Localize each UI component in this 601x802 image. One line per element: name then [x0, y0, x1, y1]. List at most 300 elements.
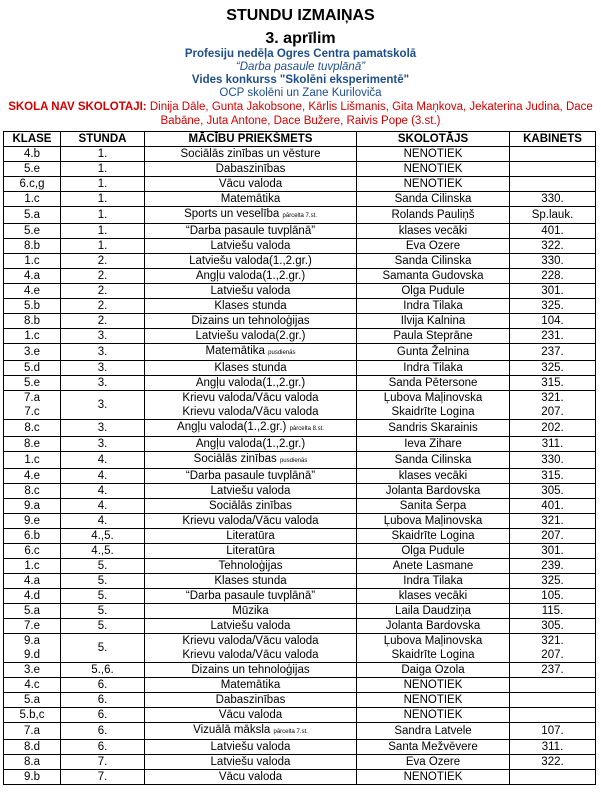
cell-skolotajs-text: Sandra Latvele	[394, 725, 472, 737]
cell-prieksmets-text: Dizains un tehnoloģijas	[191, 315, 310, 327]
cell-stunda: 2.	[61, 314, 145, 329]
cell-stunda: 5.	[61, 589, 145, 604]
cell-skolotajs-text: Sanda Cilinska	[394, 193, 472, 205]
cell-klase-text: 9.a	[24, 500, 40, 512]
cell-stunda: 1.	[61, 192, 145, 207]
cell-kabinets-text: 315.	[541, 377, 564, 389]
cell-prieksmets	[145, 299, 357, 314]
cell-stunda: 2.	[61, 269, 145, 284]
cell-klase-text: 9.a	[24, 635, 40, 647]
cell-skolotajs-text: Skaidrīte Logina	[391, 530, 475, 542]
cell-skolotajs-text: Sanda Cilinska	[394, 255, 472, 267]
cell-klase	[4, 604, 61, 619]
table-row	[4, 755, 596, 770]
cell-stunda: 5.	[61, 604, 145, 619]
cell-prieksmets-text: Latviešu valoda	[210, 285, 291, 297]
cell-kabinets	[510, 437, 596, 452]
cell-prieksmets	[145, 634, 357, 663]
table-row	[4, 529, 596, 544]
contest-line: Vides konkurss "Skolēni eksperimentē"	[191, 74, 410, 86]
cell-kabinets-text: 325.	[541, 362, 564, 374]
cell-klase-text: 4.c	[24, 679, 40, 691]
cell-skolotajs-text: Sanda Cilinska	[394, 454, 472, 466]
cell-kabinets-text: 105.	[541, 590, 564, 602]
cell-klase-text: 8.b	[24, 315, 40, 327]
cell-skolotajs-text: Indra Tilaka	[403, 362, 463, 374]
cell-prieksmets-text: “Darba pasaule tuvplānā”	[185, 470, 316, 482]
cell-skolotajs-text: Ļubova Maļinovska	[383, 392, 483, 404]
cell-skolotajs-text: Eva Ozere	[405, 240, 461, 252]
cell-stunda: 3.	[61, 420, 145, 437]
cell-skolotajs-text: klases vecāki	[398, 225, 468, 237]
cell-skolotajs-text: NENOTIEK	[403, 694, 463, 706]
cell-prieksmets	[145, 391, 357, 420]
cell-klase-text: 7.c	[24, 406, 40, 418]
cell-prieksmets-text: Dabaszinības	[215, 163, 286, 175]
cell-klase	[4, 344, 61, 361]
cell-klase-text: 5.a	[24, 605, 40, 617]
cell-skolotajs	[357, 437, 510, 452]
cell-skolotajs-text: NENOTIEK	[403, 178, 463, 190]
cell-klase-text: 5.e	[24, 163, 40, 175]
col-header-prieksmets: MĀCĪBU PRIEKŠMETS	[145, 132, 357, 147]
cell-skolotajs	[357, 147, 510, 162]
cell-skolotajs	[357, 634, 510, 663]
cell-stunda: 1.	[61, 147, 145, 162]
cell-prieksmets-text: Latviešu valoda	[210, 620, 291, 632]
cell-kabinets	[510, 224, 596, 239]
cell-prieksmets-text: Sports un veselība	[184, 208, 280, 220]
cell-kabinets-text: 305.	[541, 485, 564, 497]
cell-skolotajs	[357, 162, 510, 177]
cell-prieksmets	[145, 254, 357, 269]
row-note: pārcelta 7.st.	[273, 729, 308, 735]
cell-klase-text: 5.b,c	[19, 709, 45, 721]
cell-skolotajs	[357, 770, 510, 785]
cell-prieksmets-text: Latviešu valoda	[210, 485, 291, 497]
cell-prieksmets-text: Latviešu valoda(1.,2.gr.)	[189, 255, 312, 267]
cell-skolotajs	[357, 361, 510, 376]
cell-skolotajs	[357, 376, 510, 391]
cell-klase-text: 9.d	[24, 649, 40, 661]
cell-kabinets	[510, 559, 596, 574]
table-row	[4, 740, 596, 755]
cell-prieksmets-text: Angļu valoda(1.,2.gr.)	[195, 438, 306, 450]
cell-kabinets	[510, 284, 596, 299]
cell-kabinets	[510, 529, 596, 544]
cell-kabinets	[510, 344, 596, 361]
cell-kabinets	[510, 604, 596, 619]
cell-stunda: 6.	[61, 693, 145, 708]
cell-prieksmets-text: Latviešu valoda	[210, 741, 291, 753]
table-body	[4, 147, 596, 785]
cell-kabinets	[510, 391, 596, 420]
cell-skolotajs	[357, 589, 510, 604]
cell-skolotajs	[357, 269, 510, 284]
cell-klase	[4, 420, 61, 437]
cell-klase-text: 6.c,g	[19, 178, 45, 190]
cell-skolotajs	[357, 663, 510, 678]
cell-skolotajs-text: Indra Tilaka	[403, 300, 463, 312]
cell-stunda: 1.	[61, 207, 145, 224]
cell-klase-text: 5.e	[24, 377, 40, 389]
cell-kabinets	[510, 589, 596, 604]
cell-prieksmets	[145, 344, 357, 361]
cell-klase	[4, 452, 61, 469]
cell-klase-text: 8.d	[24, 741, 40, 753]
table-row	[4, 634, 596, 663]
cell-klase-text: 5.e	[24, 225, 40, 237]
cell-klase-text: 9.b	[24, 771, 40, 783]
table-row	[4, 239, 596, 254]
cell-klase-text: 8.e	[24, 438, 40, 450]
table-row	[4, 484, 596, 499]
cell-skolotajs	[357, 224, 510, 239]
cell-klase-text: 6.c	[24, 545, 40, 557]
cell-skolotajs-text: Skaidrīte Logina	[391, 649, 475, 661]
cell-skolotajs	[357, 544, 510, 559]
cell-prieksmets	[145, 284, 357, 299]
cell-kabinets-text: 321.	[541, 635, 564, 647]
cell-kabinets-text: 325.	[541, 300, 564, 312]
cell-skolotajs-text: Indra Tilaka	[403, 575, 463, 587]
cell-klase-text: 1.c	[24, 560, 40, 572]
table-row	[4, 329, 596, 344]
cell-klase	[4, 484, 61, 499]
career-week-line: Profesiju nedēļa Ogres Centra pamatskolā	[184, 48, 417, 60]
cell-prieksmets	[145, 619, 357, 634]
cell-kabinets	[510, 574, 596, 589]
cell-klase-text: 1.c	[24, 193, 40, 205]
cell-skolotajs	[357, 299, 510, 314]
table-row	[4, 177, 596, 192]
table-row	[4, 678, 596, 693]
cell-skolotajs-text: Ļubova Maļinovska	[383, 635, 483, 647]
table-row	[4, 192, 596, 207]
cell-klase-text: 4.b	[24, 148, 40, 160]
cell-prieksmets-text: Krievu valoda/Vācu valoda	[182, 515, 319, 527]
cell-prieksmets-text: Matemātika	[205, 345, 265, 357]
cell-prieksmets	[145, 314, 357, 329]
cell-prieksmets-text: Mūzika	[232, 605, 269, 617]
cell-kabinets	[510, 723, 596, 740]
cell-skolotajs-text: Samanta Gudovska	[382, 270, 484, 282]
cell-klase-text: 3.e	[24, 664, 40, 676]
cell-prieksmets	[145, 177, 357, 192]
cell-prieksmets	[145, 147, 357, 162]
cell-skolotajs-text: klases vecāki	[398, 470, 468, 482]
cell-klase-text: 3.e	[24, 346, 40, 358]
cell-skolotajs-text: Skaidrīte Logina	[391, 406, 475, 418]
table-row	[4, 314, 596, 329]
cell-skolotajs-text: NENOTIEK	[403, 709, 463, 721]
cell-stunda: 6.	[61, 708, 145, 723]
cell-prieksmets-text: Sociālās zinības	[208, 500, 293, 512]
cell-prieksmets-text: Krievu valoda/Vācu valoda	[182, 649, 319, 661]
cell-kabinets	[510, 663, 596, 678]
cell-klase-text: 5.a	[24, 209, 40, 221]
table-header-row	[4, 132, 596, 147]
cell-klase	[4, 574, 61, 589]
cell-klase-text: 8.b	[24, 240, 40, 252]
cell-skolotajs	[357, 391, 510, 420]
cell-stunda: 5.	[61, 574, 145, 589]
cell-skolotajs-text: NENOTIEK	[403, 679, 463, 691]
table-row	[4, 514, 596, 529]
cell-prieksmets	[145, 574, 357, 589]
cell-prieksmets-text: Tehnoloģijas	[218, 560, 283, 572]
cell-kabinets	[510, 254, 596, 269]
cell-stunda: 7.	[61, 755, 145, 770]
cell-kabinets	[510, 634, 596, 663]
row-note: pusdienās	[268, 350, 296, 356]
table-row	[4, 147, 596, 162]
cell-stunda: 1.	[61, 224, 145, 239]
cell-kabinets-text: 325.	[541, 575, 564, 587]
col-header-kabinets: KABINETS	[510, 132, 596, 147]
cell-stunda: 1.	[61, 239, 145, 254]
cell-klase	[4, 693, 61, 708]
cell-skolotajs-text: Ilvija Kalnina	[400, 315, 466, 327]
cell-prieksmets-text: Latviešu valoda(2.gr.)	[195, 330, 306, 342]
cell-kabinets-text: 202.	[541, 422, 564, 434]
contest-participants: OCP skolēni un Zane Kuriloviča	[219, 87, 382, 99]
absent-teachers-list: Dinija Dāle, Gunta Jakobsone, Kārlis Lišmanis, Gita Maņkova, Jekaterina Judina, Dace Babāne, Juta Antone, Dace Bužere, Raivis Pope (3.st.)	[149, 101, 593, 127]
cell-klase	[4, 162, 61, 177]
cell-skolotajs	[357, 574, 510, 589]
cell-klase	[4, 284, 61, 299]
cell-prieksmets	[145, 663, 357, 678]
table-row	[4, 574, 596, 589]
table-row	[4, 437, 596, 452]
cell-skolotajs	[357, 755, 510, 770]
cell-kabinets-text: 228.	[541, 270, 564, 282]
cell-skolotajs	[357, 740, 510, 755]
cell-skolotajs-text: Daiga Ozola	[401, 664, 465, 676]
cell-kabinets-text: Sp.lauk.	[531, 209, 574, 221]
cell-prieksmets	[145, 452, 357, 469]
cell-kabinets-text: 322.	[541, 240, 564, 252]
cell-prieksmets-text: Vācu valoda	[218, 771, 283, 783]
cell-stunda: 4.	[61, 499, 145, 514]
cell-stunda: 6.	[61, 723, 145, 740]
cell-stunda: 2.	[61, 254, 145, 269]
row-note: pusdienās	[279, 458, 308, 464]
cell-stunda: 4.,5.	[61, 529, 145, 544]
cell-skolotajs-text: NENOTIEK	[403, 771, 463, 783]
cell-kabinets-text: 301.	[541, 285, 564, 297]
cell-stunda: 6.	[61, 678, 145, 693]
cell-kabinets	[510, 484, 596, 499]
cell-prieksmets-text: Dabaszinības	[215, 694, 286, 706]
cell-stunda: 3.	[61, 391, 145, 420]
cell-skolotajs	[357, 314, 510, 329]
cell-skolotajs	[357, 344, 510, 361]
cell-klase	[4, 207, 61, 224]
cell-kabinets	[510, 499, 596, 514]
cell-kabinets	[510, 314, 596, 329]
row-note: pārcelta 8.st.	[289, 426, 324, 432]
cell-stunda: 3.	[61, 361, 145, 376]
cell-prieksmets	[145, 499, 357, 514]
cell-klase	[4, 391, 61, 420]
col-header-klase: KLASE	[4, 132, 61, 147]
table-row	[4, 693, 596, 708]
cell-kabinets-text: 107.	[541, 725, 564, 737]
cell-prieksmets-text: Krievu valoda/Vācu valoda	[182, 392, 319, 404]
cell-kabinets	[510, 361, 596, 376]
table-row	[4, 224, 596, 239]
cell-kabinets-text: 315.	[541, 470, 564, 482]
cell-stunda: 4.	[61, 452, 145, 469]
cell-prieksmets-text: Matemātika	[220, 679, 281, 691]
cell-skolotajs-text: klases vecāki	[398, 590, 468, 602]
table-row	[4, 499, 596, 514]
cell-prieksmets	[145, 376, 357, 391]
cell-klase	[4, 529, 61, 544]
cell-kabinets	[510, 452, 596, 469]
cell-prieksmets-text: Krievu valoda/Vācu valoda	[182, 635, 319, 647]
schedule-table	[3, 131, 596, 785]
cell-prieksmets	[145, 162, 357, 177]
table-row	[4, 589, 596, 604]
cell-klase-text: 8.a	[24, 756, 40, 768]
cell-kabinets	[510, 192, 596, 207]
document-header	[0, 0, 601, 128]
cell-skolotajs-text: Anete Lasmane	[392, 560, 474, 572]
cell-prieksmets	[145, 329, 357, 344]
cell-prieksmets	[145, 708, 357, 723]
cell-prieksmets-text: Vizuālā māksla	[193, 724, 271, 736]
table-row	[4, 391, 596, 420]
cell-klase	[4, 254, 61, 269]
cell-klase	[4, 177, 61, 192]
table-row	[4, 162, 596, 177]
table-row	[4, 469, 596, 484]
cell-skolotajs	[357, 420, 510, 437]
cell-kabinets	[510, 469, 596, 484]
cell-prieksmets-text: “Darba pasaule tuvplānā”	[185, 590, 316, 602]
cell-skolotajs-text: Ļubova Maļinovska	[383, 515, 483, 527]
cell-klase	[4, 147, 61, 162]
cell-kabinets	[510, 770, 596, 785]
cell-prieksmets-text: Sociālās zinības	[193, 453, 277, 465]
cell-skolotajs-text: Sanita Šerpa	[399, 500, 467, 512]
cell-stunda: 6.	[61, 740, 145, 755]
cell-kabinets	[510, 162, 596, 177]
cell-prieksmets	[145, 420, 357, 437]
cell-prieksmets	[145, 559, 357, 574]
cell-stunda: 7.	[61, 770, 145, 785]
cell-klase	[4, 224, 61, 239]
table-row	[4, 559, 596, 574]
cell-klase-text: 4.e	[24, 285, 40, 297]
cell-kabinets-text: 321.	[541, 392, 564, 404]
cell-prieksmets	[145, 693, 357, 708]
table-row	[4, 361, 596, 376]
cell-skolotajs	[357, 239, 510, 254]
cell-skolotajs	[357, 177, 510, 192]
cell-skolotajs	[357, 514, 510, 529]
cell-klase	[4, 376, 61, 391]
cell-stunda: 4.,5.	[61, 544, 145, 559]
table-row	[4, 299, 596, 314]
cell-prieksmets	[145, 678, 357, 693]
col-header-skolotajs: SKOLOTĀJS	[357, 132, 510, 147]
cell-stunda: 4.	[61, 469, 145, 484]
cell-kabinets	[510, 755, 596, 770]
cell-prieksmets	[145, 589, 357, 604]
cell-prieksmets	[145, 437, 357, 452]
cell-stunda: 4.	[61, 514, 145, 529]
cell-kabinets-text: 207.	[541, 649, 564, 661]
cell-klase-text: 5.d	[24, 362, 40, 374]
cell-klase-text: 4.a	[24, 270, 40, 282]
cell-klase	[4, 269, 61, 284]
cell-kabinets-text: 322.	[541, 756, 564, 768]
table-row	[4, 254, 596, 269]
table-row	[4, 376, 596, 391]
cell-kabinets-text: 231.	[541, 330, 564, 342]
cell-prieksmets	[145, 224, 357, 239]
cell-klase-text: 7.a	[24, 392, 40, 404]
cell-prieksmets	[145, 723, 357, 740]
cell-kabinets-text: 330.	[541, 255, 564, 267]
table-row	[4, 344, 596, 361]
cell-kabinets-text: 401.	[541, 500, 564, 512]
cell-skolotajs-text: Gunta Želnina	[396, 346, 470, 358]
cell-klase-text: 7.e	[24, 620, 40, 632]
cell-skolotajs-text: Eva Ozere	[405, 756, 461, 768]
cell-klase-text: 1.c	[24, 255, 40, 267]
cell-prieksmets-text: “Darba pasaule tuvplānā”	[185, 225, 316, 237]
cell-skolotajs	[357, 499, 510, 514]
cell-klase	[4, 314, 61, 329]
cell-skolotajs	[357, 284, 510, 299]
table-row	[4, 420, 596, 437]
cell-prieksmets-text: Sociālās zinības un vēsture	[180, 148, 321, 160]
cell-prieksmets	[145, 514, 357, 529]
table-row	[4, 619, 596, 634]
cell-skolotajs	[357, 254, 510, 269]
cell-kabinets	[510, 329, 596, 344]
cell-stunda: 1.	[61, 177, 145, 192]
cell-stunda: 3.	[61, 344, 145, 361]
cell-skolotajs-text: Santa Mežvēvere	[388, 741, 478, 753]
cell-stunda: 3.	[61, 329, 145, 344]
cell-skolotajs-text: NENOTIEK	[403, 163, 463, 175]
table-row	[4, 284, 596, 299]
cell-skolotajs-text: Olga Pudule	[401, 285, 465, 297]
cell-klase-text: 4.e	[24, 470, 40, 482]
cell-kabinets-text: 237.	[541, 664, 564, 676]
cell-prieksmets	[145, 207, 357, 224]
cell-kabinets	[510, 147, 596, 162]
cell-kabinets	[510, 678, 596, 693]
cell-klase	[4, 192, 61, 207]
cell-skolotajs	[357, 678, 510, 693]
cell-prieksmets-text: Latviešu valoda	[210, 756, 291, 768]
cell-kabinets-text: 330.	[541, 193, 564, 205]
cell-klase-text: 1.c	[24, 454, 40, 466]
cell-kabinets-text: 237.	[541, 346, 564, 358]
cell-kabinets	[510, 299, 596, 314]
cell-prieksmets	[145, 604, 357, 619]
cell-klase	[4, 361, 61, 376]
cell-klase	[4, 329, 61, 344]
cell-prieksmets-text: Angļu valoda(1.,2.gr.)	[195, 270, 306, 282]
cell-kabinets-text: 311.	[541, 741, 564, 753]
